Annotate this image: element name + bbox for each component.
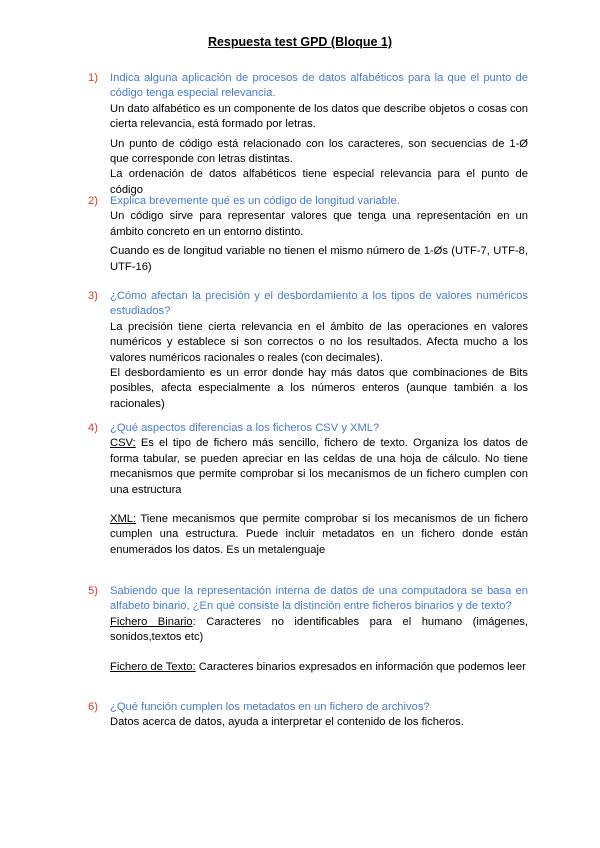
question-number: 6) <box>88 701 98 713</box>
answer-paragraph: El desbordamiento es un error donde hay más datos que combinaciones de Bits posibles, afecta especialmente a los números enteros (aunque también a los racionales) <box>110 367 528 410</box>
question-number: 4) <box>88 422 98 434</box>
answer-paragraph: Datos acerca de datos, ayuda a interpretar el contenido de los ficheros. <box>110 716 464 729</box>
csv-text: Es el tipo de fichero más sencillo, fichero de texto. Organiza los datos de forma tabular, se pueden apreciar en las celdas de una hoja de cálculo. No tiene mecanismos que permite comprobar si los mecanismos de un fichero cumplen con una estructura <box>110 437 528 496</box>
question-text: Indica alguna aplicación de procesos de datos alfabéticos para la que el punto de código tenga especial relevancia. <box>110 72 528 100</box>
question-text: ¿Cómo afectan la precisión y el desbordamiento a los tipos de valores numéricos estudiados? <box>110 290 528 318</box>
question-text: Explica brevemente qué es un código de longitud variable. <box>110 195 400 207</box>
question-2 <box>88 194 528 279</box>
question-number: 5) <box>88 585 98 597</box>
answer <box>110 102 528 198</box>
binary-file-paragraph <box>110 615 528 646</box>
document-title: Respuesta test GPD (Bloque 1) <box>207 35 393 49</box>
answer <box>110 209 528 275</box>
question-text: ¿Qué función cumplen los metadatos en un fichero de archivos? <box>110 701 430 713</box>
question-text: ¿Qué aspectos diferencias a los ficheros CSV y XML? <box>110 422 380 434</box>
question-number: 2) <box>88 195 98 207</box>
answer-paragraph: Un dato alfabético es un componente de los datos que describe objetos o cosas con cierta relevancia, está formado por letras. <box>110 102 528 131</box>
answer-paragraph: Cuando es de longitud variable no tienen el mismo número de 1-Øs (UTF-7, UTF-8, UTF-16) <box>110 245 528 273</box>
question-3 <box>88 289 528 416</box>
answer-paragraph: Un punto de código está relacionado con los caracteres, son secuencias de 1-Ø que corresponde con letras distintas. <box>110 137 528 166</box>
question-4 <box>88 421 528 562</box>
xml-label: XML: <box>110 513 137 526</box>
csv-label: CSV: <box>110 437 136 450</box>
answer <box>110 615 528 675</box>
answer <box>110 715 528 730</box>
text-file-text: Caracteres binarios expresados en información que podemos leer <box>195 660 526 673</box>
text-file-paragraph <box>110 660 528 675</box>
text-file-label: Fichero de Texto: <box>110 660 196 673</box>
xml-text: Tiene mecanismos que permite comprobar si los mecanismos de un fichero cumplen una estructura. Puede incluir metadatos en un fichero donde están enumerados los datos. Es un metalenguaje <box>110 513 528 556</box>
binary-file-text: : Caracteres no identificables para el humano (imágenes, sonidos,textos etc) <box>110 615 528 644</box>
answer-paragraph: Un código sirve para representar valores que tenga una representación en un ámbito concreto en un entorno distinto. <box>110 210 528 238</box>
question-number: 1) <box>88 72 98 84</box>
binary-file-label: Fichero Binario <box>110 615 193 628</box>
question-5 <box>88 584 528 679</box>
answer-paragraph: La precisión tiene cierta relevancia en el ámbito de las operaciones en valores numéricos y establece si son correctos o no los resultados. Afecta mucho a los valores numéricos racionales o reales (con decimales). <box>110 320 528 364</box>
answer <box>110 320 528 412</box>
question-1 <box>88 71 528 202</box>
question-text: Sabiendo que la representación interna de datos de una computadora se basa en alfabeto binario, ¿En qué consiste la distinción entre ficheros binarios y de texto? <box>110 585 528 613</box>
answer-paragraph: La ordenación de datos alfabéticos tiene especial relevancia para el punto de código <box>110 168 528 196</box>
xml-paragraph <box>110 512 528 558</box>
csv-paragraph <box>110 436 528 498</box>
question-number: 3) <box>88 290 98 302</box>
question-6 <box>88 700 528 735</box>
answer <box>110 436 528 558</box>
